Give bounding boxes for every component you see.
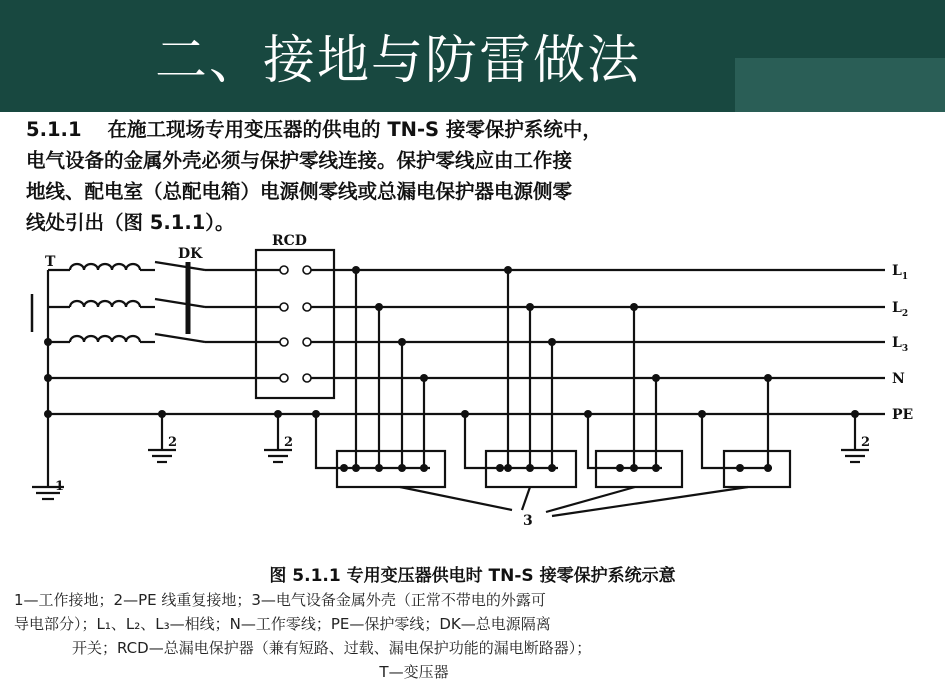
label-transformer: T — [45, 254, 56, 270]
label-working-ground: 1 — [55, 479, 65, 494]
rcd-terminals — [280, 266, 311, 382]
clause-line-3: 地线、配电室（总配电箱）电源侧零线或总漏电保护器电源侧零 — [26, 180, 573, 203]
label-n: N — [892, 371, 905, 387]
label-dk: DK — [178, 246, 203, 262]
label-pe-ground-2: 2 — [284, 435, 294, 450]
label-pe-ground-1: 2 — [168, 435, 178, 450]
clause-line-1: 5.1.1 在施工现场专用变压器的供电的 TN-S 接零保护系统中， — [26, 118, 602, 141]
label-l3: $L_3$ — [892, 335, 909, 354]
transformer-winding-3 — [48, 336, 155, 342]
figure-caption: 图 5.1.1 专用变压器供电时 TN-S 接零保护系统示意 — [269, 566, 676, 586]
transformer-winding-1 — [48, 264, 155, 270]
label-l2: $L_2$ — [892, 300, 909, 319]
banner-accent — [735, 58, 945, 112]
legend-line-2: 导电部分）；L₁、L₂、L₃—相线；N—工作零线；PE—保护零线；DK—总电源隔离 — [14, 615, 551, 633]
clause-line-2: 电气设备的金属外壳必须与保护零线连接。保护零线应由工作接 — [26, 149, 573, 172]
rcd-box — [256, 250, 334, 398]
junction-dots — [44, 266, 859, 472]
label-rcd: RCD — [272, 233, 307, 249]
label-pe: PE — [892, 407, 914, 423]
label-pe-ground-3: 2 — [861, 435, 871, 450]
tn-s-wiring-diagram — [0, 232, 945, 557]
slide-title: 二、接地与防雷做法 — [155, 31, 642, 91]
dk-switch — [155, 262, 205, 342]
figure-legend — [14, 588, 934, 684]
clause-text — [26, 114, 936, 238]
title-banner — [0, 0, 945, 112]
transformer-winding-2 — [48, 301, 155, 307]
clause-line-4: 线处引出（图 5.1.1）。 — [26, 211, 235, 234]
legend-line-3: 开关；RCD—总漏电保护器（兼有短路、过载、漏电保护功能的漏电断路器）； — [72, 639, 592, 657]
label-enclosure: 3 — [523, 513, 533, 529]
legend-line-1: 1—工作接地；2—PE 线重复接地；3—电气设备金属外壳（正常不带电的外露可 — [14, 591, 546, 609]
label-l1: $L_1$ — [892, 263, 909, 282]
clause-number: 5.1.1 — [26, 118, 82, 141]
legend-line-4: T—变压器 — [379, 663, 449, 681]
